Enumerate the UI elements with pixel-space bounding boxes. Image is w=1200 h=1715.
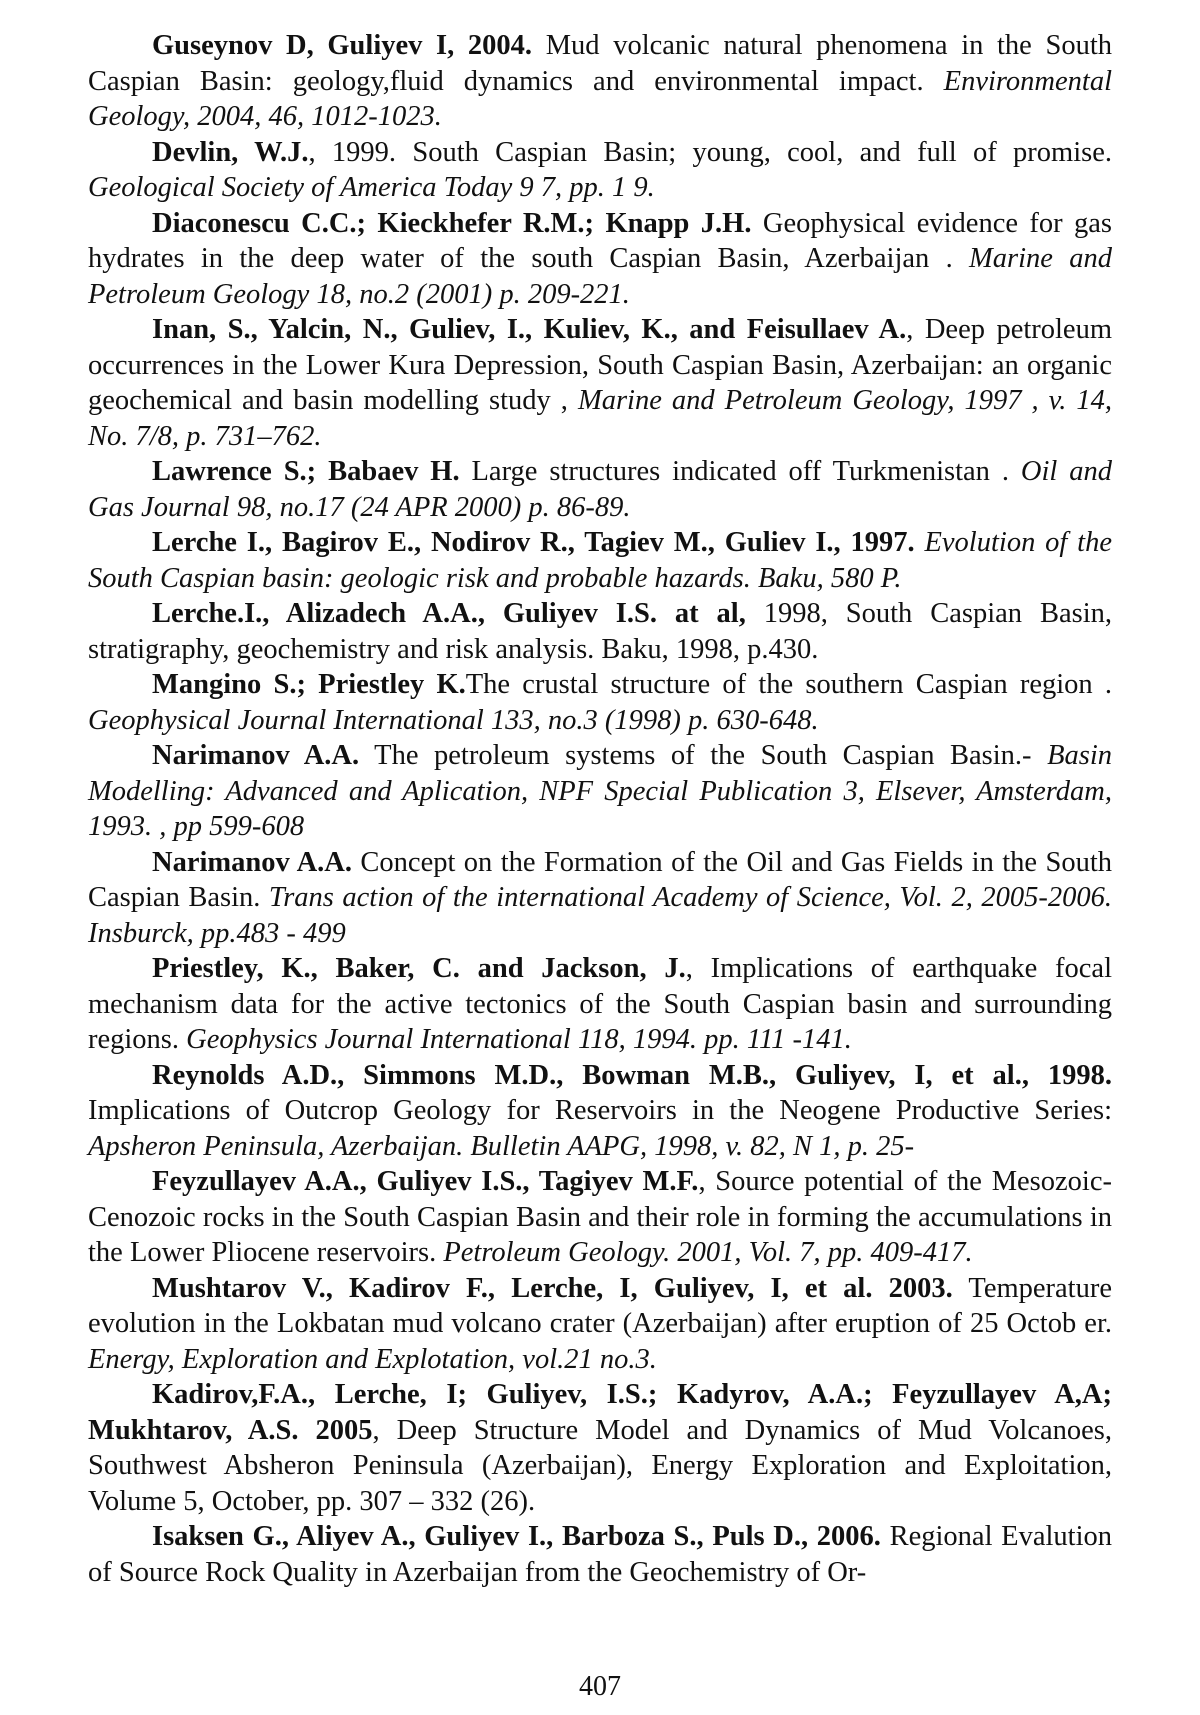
reference-text: , 1999. South Caspian Basin; young, cool, and full of promise. xyxy=(308,137,1112,168)
reference-entry xyxy=(88,845,1112,952)
reference-text: , Implications of earthquake focal mechanism data for the active tectonics of the South Caspian basin and surrounding regions. xyxy=(88,953,1112,1055)
reference-entry xyxy=(88,1164,1112,1271)
reference-entry xyxy=(88,206,1112,313)
reference-authors: Lerche I., Bagirov E., Nodirov R., Tagiev M., Guliev I., 1997. xyxy=(152,527,915,558)
reference-text: Concept on the Formation of the Oil and Gas Fields in the South Caspian Basin. xyxy=(88,847,1112,914)
reference-entry xyxy=(88,525,1112,596)
reference-authors: Guseynov D, Guliyev I, 2004. xyxy=(152,30,532,61)
reference-authors: Reynolds A.D., Simmons M.D., Bowman M.B., Guliyev, I, et al., 1998. xyxy=(152,1060,1112,1091)
reference-text: Regional Evalution of Source Rock Quality in Azerbaijan from the Geochemistry of Or- xyxy=(88,1521,1112,1588)
reference-authors: Feyzullayev A.A., Guliyev I.S., Tagiyev M.F. xyxy=(152,1166,698,1197)
reference-text: 1998, South Caspian Basin, stratigraphy, geochemistry and risk analysis. Baku, 1998, p.430. xyxy=(88,598,1112,665)
reference-entry xyxy=(88,1271,1112,1378)
reference-entry xyxy=(88,1519,1112,1590)
reference-entry xyxy=(88,596,1112,667)
reference-entry xyxy=(88,1058,1112,1165)
reference-authors: Priestley, K., Baker, C. and Jackson, J. xyxy=(152,953,686,984)
reference-authors: Mushtarov V., Kadirov F., Lerche, I, Guliyev, I, et al. 2003. xyxy=(152,1273,953,1304)
reference-text xyxy=(915,527,925,558)
reference-entry xyxy=(88,738,1112,845)
reference-text: , Deep Structure Model and Dynamics of Mud Volcanoes, Southwest Absheron Peninsula (Azerbaijan), Energy Exploration and Exploitation, Volume 5, October, pp. 307 – 332 (26). xyxy=(88,1415,1112,1517)
reference-text: Mud volcanic natural phenomena in the South Caspian Basin: geology,fluid dynamics and environmental impact. xyxy=(88,30,1112,97)
reference-entry xyxy=(88,135,1112,206)
reference-source: Geophysical Journal International 133, no.3 (1998) p. 630-648. xyxy=(88,705,819,736)
page-number: 407 xyxy=(0,1670,1200,1704)
reference-authors: Mangino S.; Priestley K. xyxy=(152,669,466,700)
reference-text: Geophysical evidence for gas hydrates in the deep water of the south Caspian Basin, Azerbaijan . xyxy=(88,208,1112,275)
reference-text: , Source potential of the Mesozoic-Cenozoic rocks in the South Caspian Basin and their role in forming the accumulations in the Lower Pliocene reservoirs. xyxy=(88,1166,1112,1268)
reference-authors: Inan, S., Yalcin, N., Guliev, I., Kuliev, K., and Feisullaev A. xyxy=(152,314,906,345)
reference-entry xyxy=(88,454,1112,525)
reference-text: The crustal structure of the southern Caspian region . xyxy=(466,669,1112,700)
reference-authors: Kadirov,F.A., Lerche, I; Guliyev, I.S.; Kadyrov, A.A.; Feyzullayev A,A; Mukhtarov, A.S. 2005 xyxy=(88,1379,1112,1446)
reference-entry xyxy=(88,951,1112,1058)
reference-source: Geological Society of America Today 9 7, pp. 1 9. xyxy=(88,172,655,203)
reference-entry xyxy=(88,1377,1112,1519)
reference-source: Petroleum Geology. 2001, Vol. 7, pp. 409-417. xyxy=(443,1237,972,1268)
reference-source: Trans action of the international Academy of Science, Vol. 2, 2005-2006. Insburck, pp.483 - 499 xyxy=(88,882,1112,949)
reference-text: , Deep petroleum occurrences in the Lower Kura Depression, South Caspian Basin, Azerbaijan: an organic geochemical and basin modelling study , xyxy=(88,314,1112,416)
reference-text: Implications of Outcrop Geology for Reservoirs in the Neogene Productive Series: xyxy=(88,1095,1112,1126)
reference-list xyxy=(88,28,1112,1590)
reference-authors: Narimanov A.A. xyxy=(152,740,359,771)
reference-source: Evolution of the South Caspian basin: geologic risk and probable hazards. Baku, 580 P. xyxy=(88,527,1112,594)
reference-source: Environmental Geology, 2004, 46, 1012-1023. xyxy=(88,66,1112,133)
document-page xyxy=(0,0,1200,1715)
reference-source: Marine and Petroleum Geology 18, no.2 (2001) p. 209-221. xyxy=(88,243,1112,310)
reference-entry xyxy=(88,28,1112,135)
reference-source: Marine and Petroleum Geology, 1997 , v. 14, No. 7/8, p. 731–762. xyxy=(88,385,1112,452)
reference-source: Energy, Exploration and Explotation, vol.21 no.3. xyxy=(88,1344,657,1375)
reference-entry xyxy=(88,667,1112,738)
reference-authors: Isaksen G., Aliyev A., Guliyev I., Barboza S., Puls D., 2006. xyxy=(152,1521,881,1552)
reference-text: The petroleum systems of the South Caspian Basin.- xyxy=(359,740,1047,771)
reference-source: Basin Modelling: Advanced and Aplication, NPF Special Publication 3, Elsever, Amsterdam, 1993. , pp 599-608 xyxy=(88,740,1112,842)
reference-entry xyxy=(88,312,1112,454)
reference-authors: Narimanov A.A. xyxy=(152,847,352,878)
reference-source: Geophysics Journal International 118, 1994. pp. 111 -141. xyxy=(186,1024,852,1055)
reference-source: Oil and Gas Journal 98, no.17 (24 APR 2000) p. 86-89. xyxy=(88,456,1112,523)
reference-authors: Lerche.I., Alizadech A.A., Guliyev I.S. at al, xyxy=(152,598,746,629)
reference-authors: Diaconescu C.C.; Kieckhefer R.M.; Knapp J.H. xyxy=(152,208,751,239)
reference-authors: Devlin, W.J. xyxy=(152,137,308,168)
reference-text: Temperature evolution in the Lokbatan mud volcano crater (Azerbaijan) after eruption of 25 Octob er. xyxy=(88,1273,1112,1340)
reference-authors: Lawrence S.; Babaev H. xyxy=(152,456,460,487)
reference-text: Large structures indicated off Turkmenistan . xyxy=(460,456,1021,487)
reference-source: Apsheron Peninsula, Azerbaijan. Bulletin AAPG, 1998, v. 82, N 1, p. 25- xyxy=(88,1131,914,1162)
